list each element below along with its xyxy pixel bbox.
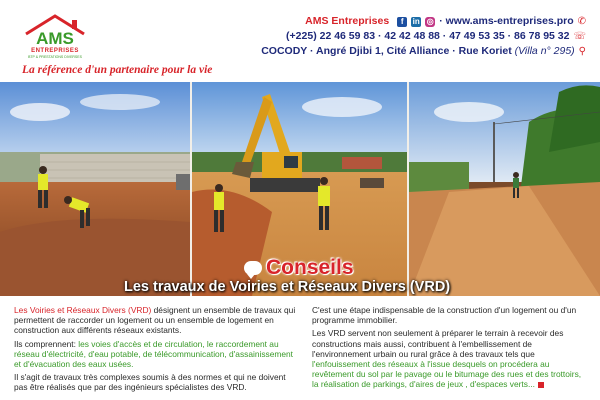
facebook-icon[interactable]: f [397,17,407,27]
photo-dirt-road [409,82,600,296]
banner-title: Les travaux de Voiries et Réseaux Divers (VRD) [124,279,451,295]
article-column-left [14,305,296,396]
paragraph [14,372,296,392]
article-body [0,305,600,400]
website-link[interactable]: · www.ams-entreprises.pro [439,15,574,27]
photo-banner [0,82,600,296]
svg-text:BTP & PRESTATIONS DIVERSES: BTP & PRESTATIONS DIVERSES [28,55,82,59]
location-icon: ⚲ [578,46,586,57]
phone-icon: ☏ [573,31,586,42]
svg-text:AMS: AMS [36,29,74,48]
paragraph-text: Les VRD servent non seulement à préparer le terrain à recevoir des constructions mais aussi, contribuent à l'embellissement de l'environnement urbain ou rural grâce à des travaux tels que [312,328,564,359]
works-highlight: l'enfouissement des réseaux à l'issue desquels on procédera au revêtement du sol par le pavage ou le bitumage des rues et des trottoirs, la réalisation de parkings, d'aires de jeux , d'espaces verts... [312,359,582,390]
paragraph-text: Il s'agit de travaux très complexes soumis à des normes et qui ne doivent pas être réalisés que par des ingénieurs spécialistes des VRD. [14,372,286,393]
vrd-highlight: Les Voiries et Réseaux Divers (VRD) [14,305,152,315]
paragraph-text: désignent un ensemble de travaux qui permettent de raccorder un logement ou un ensemble de logement en construction aux différents réseaux existants. [14,305,296,336]
whatsapp-icon: ✆ [577,16,586,27]
company-name: AMS Entreprises [305,15,390,27]
tagline: La référence d'un partenaire pour la vie [22,64,213,76]
villa-number: (Villa n° 295) [514,45,575,57]
ams-logo [20,14,90,60]
contact-block [256,14,586,59]
contact-row-address [256,44,586,59]
paragraph [312,305,588,325]
paragraph [14,339,296,370]
paragraph [312,328,588,389]
instagram-icon[interactable]: ◎ [426,16,434,26]
phone-numbers: (+225) 22 46 59 83 · 42 42 48 88 · 47 49 53 35 · 86 78 95 32 [286,30,570,42]
contact-row-phones [256,29,586,44]
paragraph [14,305,296,336]
address [261,44,574,59]
page-header [0,0,600,82]
contact-row-web [256,14,586,29]
conseils-label: Conseils [266,256,354,279]
conseils-heading [244,256,354,280]
networks-highlight: les voies d'accès et de circulation, le raccordement au réseau d'électricité, d'eau potable, de télécommunication, d'assainissement et d'évacuation des eaux usées. [14,338,294,370]
speech-bubble-icon [244,261,262,275]
website-text: www.ams-entreprises.pro [445,15,574,27]
linkedin-icon[interactable]: in [412,16,420,26]
photo-workers-site [0,82,190,296]
address-text: COCODY · Angré Djibi 1, Cité Alliance · Rue Koriet [261,45,512,57]
svg-text:ENTREPRISES: ENTREPRISES [31,48,79,54]
article-column-right [312,305,588,393]
end-mark-icon [538,382,544,388]
paragraph-text: C'est une étape indispensable de la construction d'un logement ou d'un programme immobilier. [312,305,577,326]
paragraph-text: Ils comprennent: [14,338,79,349]
